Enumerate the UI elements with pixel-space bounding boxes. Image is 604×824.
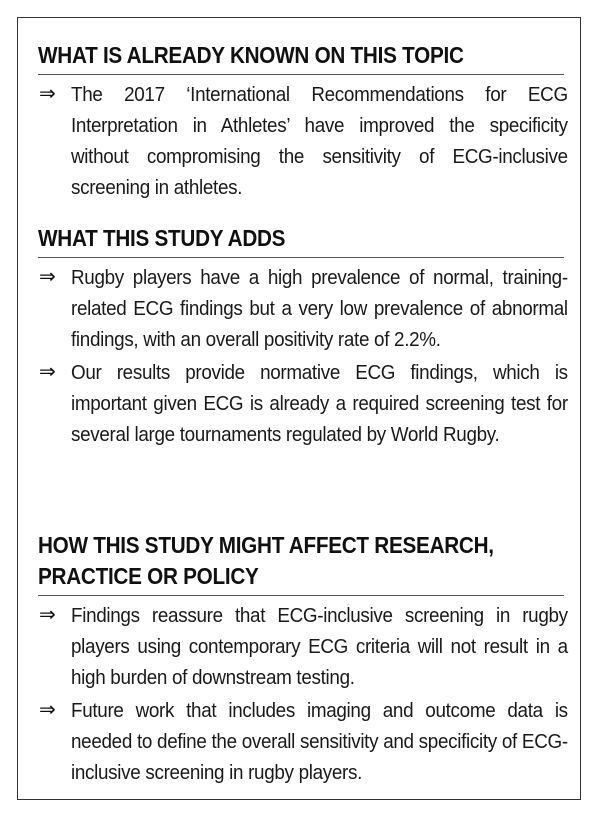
list-item: [38, 357, 568, 450]
item-text: The 2017 ‘International Recommendations for ECG Interpretation in Athletes’ have improved the specificity without compromising the sensitivity of ECG-inclusive screening in athletes.: [71, 83, 568, 199]
divider: [38, 257, 564, 258]
key-messages-box: [17, 17, 581, 800]
item-text: Future work that includes imaging and outcome data is needed to define the overall sensitivity and specificity of ECG-inclusive screening in rugby players.: [71, 699, 568, 784]
item-text: Rugby players have a high prevalence of normal, training-related ECG findings but a very low prevalence of abnormal findings, with an overall positivity rate of 2.2%.: [71, 266, 568, 351]
section-affect: [38, 530, 568, 788]
list-item: [38, 695, 568, 788]
section-adds: [38, 223, 568, 450]
section-heading-line-1: HOW THIS STUDY MIGHT AFFECT RESEARCH,: [38, 532, 494, 558]
arrow-icon: ⇒: [39, 361, 56, 383]
arrow-icon: ⇒: [39, 266, 56, 288]
item-text: Findings reassure that ECG-inclusive screening in rugby players using contemporary ECG criteria will not result in a high burden of downstream testing.: [71, 604, 568, 689]
section-heading-line-2: PRACTICE OR POLICY: [38, 563, 259, 589]
section-heading: WHAT THIS STUDY ADDS: [38, 225, 286, 251]
section-heading: WHAT IS ALREADY KNOWN ON THIS TOPIC: [38, 42, 464, 68]
arrow-icon: ⇒: [39, 604, 56, 626]
list-item: [38, 79, 568, 203]
section-known: [38, 40, 568, 203]
divider: [38, 74, 564, 75]
item-text: Our results provide normative ECG findings, which is important given ECG is already a required screening test for several large tournaments regulated by World Rugby.: [71, 361, 568, 446]
arrow-icon: ⇒: [39, 83, 56, 105]
list-item: [38, 262, 568, 355]
divider: [38, 595, 564, 596]
list-item: [38, 600, 568, 693]
arrow-icon: ⇒: [39, 699, 56, 721]
